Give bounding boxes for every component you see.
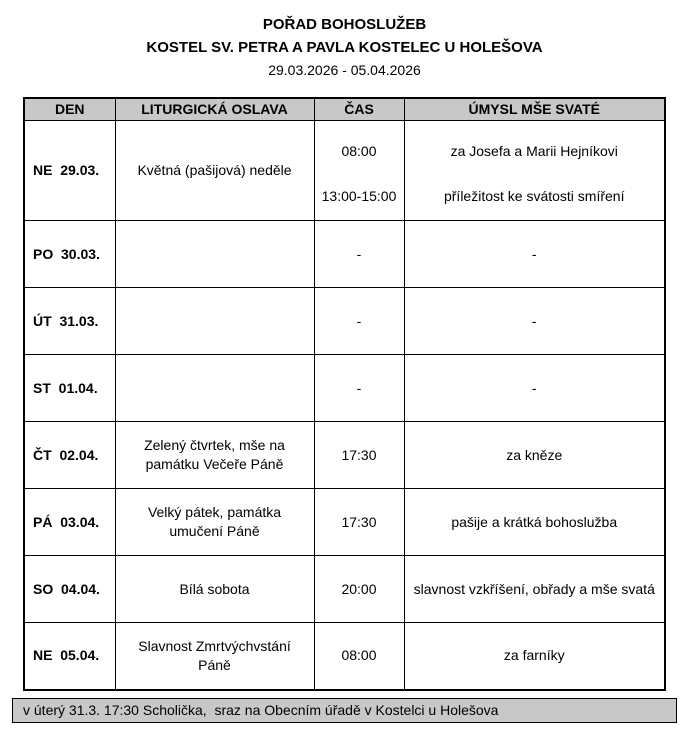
den-cell: SO 04.04. <box>24 556 115 623</box>
table-row <box>24 422 665 489</box>
footer-note-bar: v úterý 31.3. 17:30 Scholička, sraz na Obecním úřadě v Kostelci u Holešova <box>12 698 677 723</box>
umysl-cell: pašije a krátká bohoslužba <box>404 489 665 556</box>
cas-cell: - <box>314 221 404 288</box>
umysl-cell: - <box>404 288 665 355</box>
column-header-umysl: ÚMYSL MŠE SVATÉ <box>404 98 665 121</box>
cas-cell: 17:30 <box>314 422 404 489</box>
cas-line: 08:00 <box>341 142 377 159</box>
cas-cell: 08:00 <box>314 623 404 690</box>
schedule-table <box>23 97 666 691</box>
umysl-line: příležitost ke svátosti smíření <box>443 187 625 204</box>
den-cell: NE 05.04. <box>24 623 115 690</box>
cas-lines <box>322 136 397 206</box>
den-cell: ÚT 31.03. <box>24 288 115 355</box>
umysl-lines <box>412 136 658 206</box>
table-header-row <box>24 98 665 121</box>
umysl-cell: za kněze <box>404 422 665 489</box>
den-cell: NE 29.03. <box>24 121 115 221</box>
den-cell: ST 01.04. <box>24 355 115 422</box>
umysl-cell: - <box>404 355 665 422</box>
page-title: POŘAD BOHOSLUŽEB <box>262 16 427 33</box>
table-row <box>24 355 665 422</box>
umysl-line: za Josefa a Marii Hejníkovi <box>450 142 618 159</box>
cas-cell: - <box>314 355 404 422</box>
table-row <box>24 489 665 556</box>
column-header-den: DEN <box>24 98 115 121</box>
table-row <box>24 221 665 288</box>
umysl-cell <box>404 121 665 221</box>
date-range: 29.03.2026 - 05.04.2026 <box>268 61 421 78</box>
oslava-cell <box>115 288 314 355</box>
cas-cell <box>314 121 404 221</box>
page-subtitle: KOSTEL SV. PETRA A PAVLA KOSTELEC U HOLEŠOVA <box>146 39 543 57</box>
oslava-cell <box>115 355 314 422</box>
column-header-oslava: LITURGICKÁ OSLAVA <box>115 98 314 121</box>
oslava-cell <box>115 221 314 288</box>
oslava-cell: Zelený čtvrtek, mše na památku Večeře Páně <box>115 422 314 489</box>
document-header <box>0 0 689 81</box>
table-row <box>24 623 665 690</box>
cas-line: 13:00-15:00 <box>321 187 397 204</box>
oslava-cell: Velký pátek, památka umučení Páně <box>115 489 314 556</box>
cas-cell: 20:00 <box>314 556 404 623</box>
den-cell: ČT 02.04. <box>24 422 115 489</box>
table-row <box>24 121 665 221</box>
table-row <box>24 288 665 355</box>
cas-cell: - <box>314 288 404 355</box>
umysl-cell: - <box>404 221 665 288</box>
oslava-cell: Květná (pašijová) neděle <box>115 121 314 221</box>
den-cell: PÁ 03.04. <box>24 489 115 556</box>
cas-cell: 17:30 <box>314 489 404 556</box>
umysl-cell: slavnost vzkříšení, obřady a mše svatá <box>404 556 665 623</box>
table-row <box>24 556 665 623</box>
oslava-cell: Bílá sobota <box>115 556 314 623</box>
oslava-cell: Slavnost Zmrtvýchvstání Páně <box>115 623 314 690</box>
den-cell: PO 30.03. <box>24 221 115 288</box>
column-header-cas: ČAS <box>314 98 404 121</box>
umysl-cell: za farníky <box>404 623 665 690</box>
